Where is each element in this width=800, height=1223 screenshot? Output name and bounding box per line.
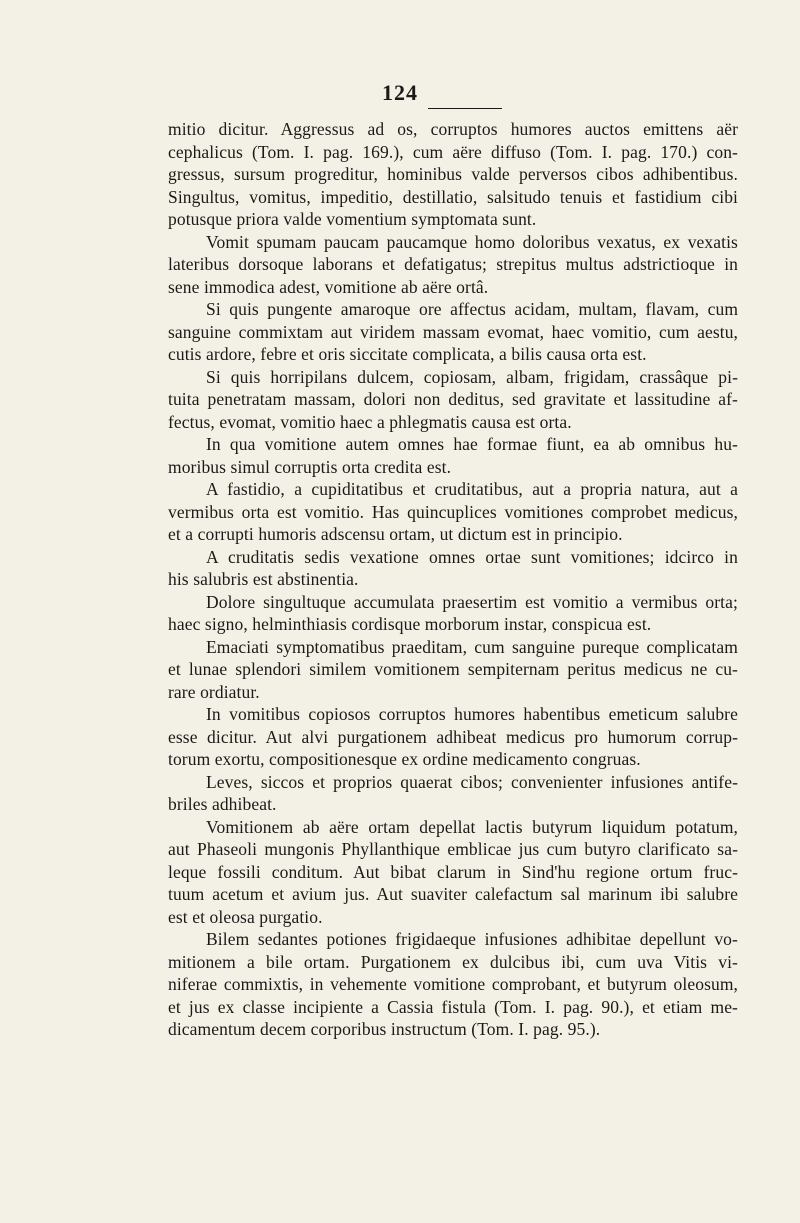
text-line: Leves, siccos et proprios quaerat cibos; convenienter infusiones antife-	[206, 771, 738, 792]
body-text	[168, 118, 738, 1041]
text-line: Singultus, vomitus, impeditio, destillatio, salsitudo tenuis et fastidium cibi	[168, 186, 738, 207]
text-line: haec signo, helminthiasis cordisque morborum instar, conspicua est.	[168, 614, 652, 634]
text-line: Dolore singultuque accumulata praesertim est vomitio a vermibus orta;	[206, 591, 738, 612]
text-line: rare ordiatur.	[168, 681, 260, 702]
text-line: tuita penetratam massam, dolori non deditus, sed gravitate et lassitudine af-	[168, 389, 738, 409]
text-line: cutis ardore, febre et oris siccitate complicata, a bilis causa orta est.	[168, 344, 647, 364]
text-line: torum exortu, compositionesque ex ordine medicamento congruas.	[168, 749, 641, 769]
text-line: briles adhibeat.	[168, 794, 277, 814]
text-line: dicamentum decem corporibus instructum (Tom. I. pag. 95.).	[168, 1019, 601, 1039]
text-line: Emaciati symptomatibus praeditam, cum sanguine pureque complicatam	[206, 636, 738, 657]
text-line: esse dicitur. Aut alvi purgationem adhibeat medicus pro humorum corrup-	[168, 726, 738, 747]
text-line: et a corrupti humoris adscensu ortam, ut dictum est in principio.	[168, 524, 623, 544]
text-line: moribus simul corruptis orta credita est.	[168, 456, 452, 477]
text-line: tuum acetum et avium jus. Aut suaviter calefactum sal marinum ibi salubre	[168, 884, 738, 904]
text-line: potusque priora valde vomentium symptomata sunt.	[168, 209, 537, 229]
text-line: Vomit spumam paucam paucamque homo doloribus vexatus, ex vexatis	[206, 231, 738, 252]
text-line: lateribus dorsoque laborans et defatigatus; strepitus multus adstrictioque in	[168, 254, 738, 274]
text-line: Bilem sedantes potiones frigidaeque infusiones adhibitae depellunt vo-	[206, 929, 738, 949]
text-line: A fastidio, a cupiditatibus et cruditatibus, aut a propria natura, aut a	[206, 479, 738, 499]
text-line: et lunae splendori similem vomitionem sempiternam peritus medicus ne cu-	[168, 659, 738, 679]
text-line: gressus, sursum progreditur, hominibus valde perversos cibos adhibentibus.	[168, 164, 738, 184]
text-line: aut Phaseoli mungonis Phyllanthique emblicae jus cum butyro clarificato sa-	[168, 839, 738, 859]
text-line: Si quis horripilans dulcem, copiosam, albam, frigidam, crassâque pi-	[206, 366, 738, 387]
text-line: leque fossili conditum. Aut bibat clarum in Sind'hu regione ortum fruc-	[168, 861, 738, 882]
text-line: sene immodica adest, vomitione ab aëre ortâ.	[168, 276, 489, 297]
text-line: mitio dicitur. Aggressus ad os, corruptos humores auctos emittens aër	[168, 119, 738, 139]
text-line: A cruditatis sedis vexatione omnes ortae sunt vomitiones; idcirco in	[206, 546, 738, 567]
text-line: est et oleosa purgatio.	[168, 906, 323, 927]
page-number: 124	[382, 80, 418, 105]
page-number-underline	[428, 108, 502, 109]
text-line: et jus ex classe incipiente a Cassia fistula (Tom. I. pag. 90.), et etiam me-	[168, 996, 738, 1017]
text-line: In qua vomitione autem omnes hae formae fiunt, ea ab omnibus hu-	[206, 434, 738, 454]
text-line: vermibus orta est vomitio. Has quincuplices vomitiones comprobet medicus,	[168, 501, 738, 522]
text-line: cephalicus (Tom. I. pag. 169.), cum aëre diffuso (Tom. I. pag. 170.) con-	[168, 141, 738, 162]
text-line: his salubris est abstinentia.	[168, 569, 359, 589]
text-line: sanguine commixtam aut viridem massam evomat, haec vomitio, cum aestu,	[168, 321, 738, 342]
text-line: fectus, evomat, vomitio haec a phlegmatis causa est orta.	[168, 411, 572, 432]
text-line: In vomitibus copiosos corruptos humores habentibus emeticum salubre	[206, 704, 738, 724]
text-line: niferae commixtis, in vehemente vomitione comprobant, et butyrum oleosum,	[168, 974, 738, 994]
text-line: mitionem a bile ortam. Purgationem ex dulcibus ibi, cum uva Vitis vi-	[168, 951, 738, 972]
text-line: Vomitionem ab aëre ortam depellat lactis butyrum liquidum potatum,	[206, 816, 738, 837]
text-line: Si quis pungente amaroque ore affectus acidam, multam, flavam, cum	[206, 299, 738, 319]
